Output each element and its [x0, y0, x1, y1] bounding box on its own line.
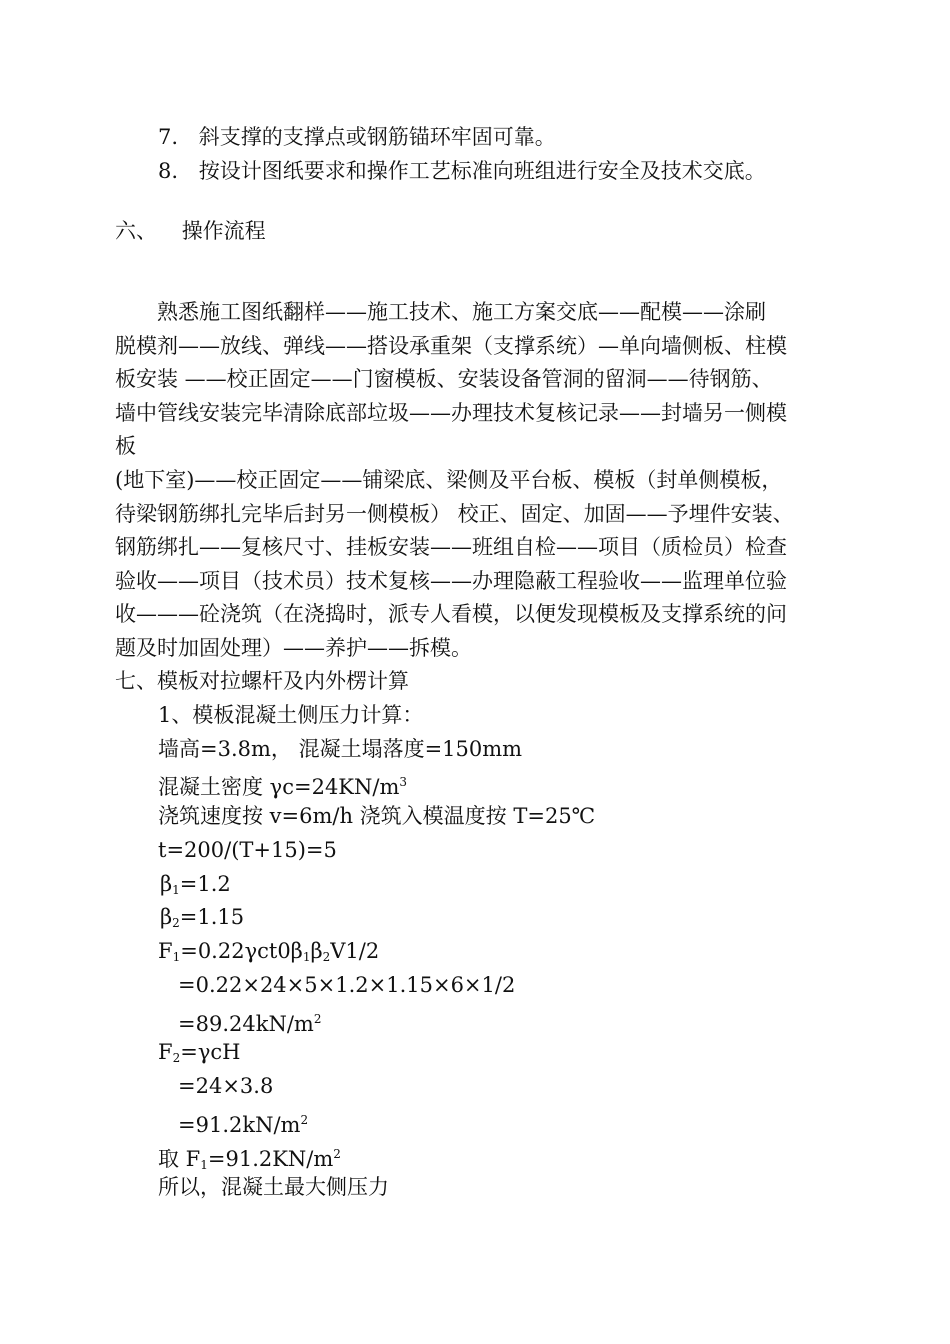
- flow-line: 墙中管线安装完毕清除底部垃圾——办理技术复核记录——封墙另一侧模: [115, 400, 787, 425]
- flow-line: 钢筋绑扎——复核尺寸、挂板安装——班组自检——项目（质检员）检查: [115, 535, 787, 560]
- flow-line: 验收——项目（技术员）技术复核——办理隐蔽工程验收——监理单位验: [115, 568, 787, 593]
- calc-line: $\beta_2=1.15$: [160, 905, 245, 930]
- item-number: 8.: [158, 159, 179, 183]
- item-number: 7.: [158, 125, 179, 149]
- flow-line: 脱模剂——放线、弹线——搭设承重架（支撑系统）—单向墙侧板、柱模: [115, 333, 787, 358]
- calc-line: $\beta_1=1.2$: [160, 872, 231, 897]
- calc-line: $F_1=0.22\gamma ct0\beta_1\beta_2V1/2$: [158, 939, 380, 964]
- calc-line: 所以，混凝土最大侧压力: [158, 1175, 389, 1199]
- calc-line: $=89.24kN/m^2$: [178, 1012, 322, 1036]
- item-text: 斜支撑的支撑点或钢筋锚环牢固可靠。: [198, 125, 556, 149]
- item-text: 按设计图纸要求和操作工艺标准向班组进行安全及技术交底。: [198, 159, 766, 183]
- flow-line: 板安装 ——校正固定——门窗模板、安装设备管洞的留洞——待钢筋、: [115, 367, 773, 392]
- calc-line: $F_2=\gamma cH$: [158, 1040, 241, 1065]
- calc-line: =0.22×24×5×1.2×1.15×6×1/2: [178, 973, 516, 997]
- calc-heading: 1、模板混凝土侧压力计算：: [158, 703, 424, 727]
- list-item: [158, 154, 766, 188]
- section-number: 六、: [115, 219, 157, 243]
- calc-line: 墙高=3.8m， 混凝土塌落度=150mm: [158, 737, 523, 761]
- list-item: [158, 120, 556, 154]
- flow-line: 熟悉施工图纸翻样——施工技术、施工方案交底——配模——涂刷: [115, 300, 766, 324]
- calc-line: =24×3.8: [178, 1074, 274, 1098]
- flow-line: 收———砼浇筑（在浇捣时，派专人看模，以便发现模板及支撑系统的问: [115, 602, 787, 627]
- flow-line: 待梁钢筋绑扎完毕后封另一侧模板） 校正、固定、加固——予埋件安装、: [115, 501, 794, 526]
- flow-line: (地下室)——校正固定——铺梁底、梁侧及平台板、模板（封单侧模板，: [115, 467, 783, 492]
- section-heading: [115, 214, 266, 248]
- calc-line: 浇筑速度按 v=6m/h 浇筑入模温度按 T=25℃: [158, 804, 596, 828]
- calc-line: 混凝土密度 $\gamma c=24KN/m^3$: [158, 775, 407, 799]
- flow-paragraph: [115, 296, 845, 666]
- flow-line: 板: [115, 434, 136, 459]
- section-heading: 七、模板对拉螺杆及内外楞计算: [115, 669, 409, 693]
- calc-line: 取 $F_1=91.2KN/m^2$: [158, 1147, 341, 1172]
- calc-line: $=91.2kN/m^2$: [178, 1113, 309, 1137]
- calc-line: t=200/(T+15)=5: [158, 838, 337, 862]
- flow-line: 题及时加固处理）——养护——拆模。: [115, 635, 472, 660]
- section-title: 操作流程: [181, 219, 266, 243]
